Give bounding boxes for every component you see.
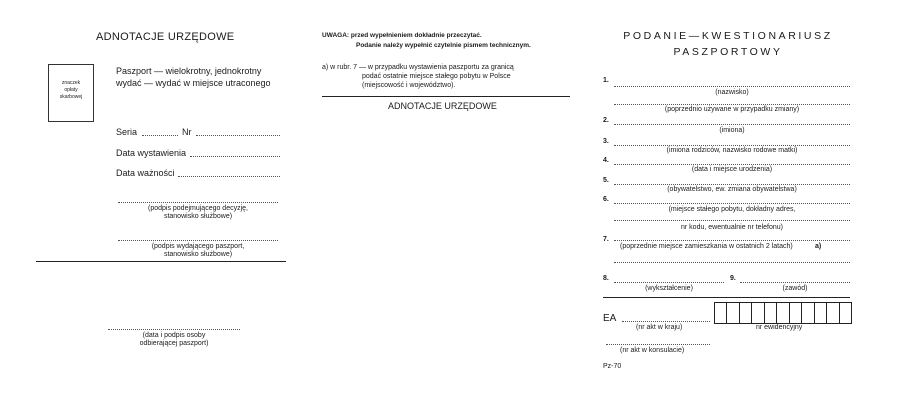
postal-code-caption: nr kodu, ewentualnie nr telefonu) bbox=[681, 224, 783, 231]
passport-type-line: Paszport — wielokrotny, jednokrotny bbox=[116, 66, 262, 76]
registration-number-boxes[interactable] bbox=[714, 302, 852, 324]
birth-field[interactable] bbox=[614, 164, 850, 165]
profession-field[interactable] bbox=[740, 282, 850, 283]
field-number-7: 7. bbox=[603, 236, 609, 243]
number-label: Nr bbox=[182, 127, 192, 137]
issuer-signature-field[interactable] bbox=[118, 240, 278, 241]
series-field[interactable] bbox=[142, 135, 178, 136]
issue-date-label: Data wystawienia bbox=[116, 148, 187, 158]
field-number-2: 2. bbox=[603, 117, 609, 124]
field-number-6: 6. bbox=[603, 196, 609, 203]
expiry-date-field[interactable] bbox=[178, 176, 280, 177]
address-caption: (miejsce stałego pobytu, dokładny adres, bbox=[668, 206, 796, 213]
field-number-5: 5. bbox=[603, 177, 609, 184]
postal-code-field[interactable] bbox=[614, 220, 850, 221]
consulate-file-number-field[interactable] bbox=[606, 344, 710, 345]
field-number-4: 4. bbox=[603, 157, 609, 164]
warning-line-1: UWAGA: przed wypełnieniem dokładnie przeczytać. bbox=[322, 32, 482, 39]
domestic-file-number-caption: (nr akt w kraju) bbox=[636, 324, 683, 331]
decision-signature-field[interactable] bbox=[118, 202, 278, 203]
middle-title: ADNOTACJE URZĘDOWE bbox=[388, 101, 497, 111]
parents-field[interactable] bbox=[614, 145, 850, 146]
issuer-signature-caption: (podpis wydającego paszport, stanowisko służbowe) bbox=[151, 243, 245, 258]
note-a: a) w rubr. 7 — w przypadku wystawienia paszportu za granicą podać ostatnie miejsce stałego pobytu w Polsce (miejscowość i województwo). bbox=[322, 64, 514, 89]
form-subtitle: PASZPORTOWY bbox=[673, 46, 783, 58]
left-divider bbox=[36, 261, 286, 262]
receiver-signature-field[interactable] bbox=[108, 329, 240, 330]
citizenship-field[interactable] bbox=[614, 184, 850, 185]
ea-label: EA bbox=[603, 313, 617, 324]
previous-surname-caption: (poprzednio używane w przypadku zmiany) bbox=[664, 106, 800, 113]
domestic-file-number-field[interactable] bbox=[622, 321, 710, 322]
education-caption: (wykształcenie) bbox=[645, 285, 693, 292]
expiry-date-label: Data ważności bbox=[116, 168, 175, 178]
issue-date-field[interactable] bbox=[190, 156, 280, 157]
consulate-file-number-caption: (nr akt w konsulacie) bbox=[620, 347, 685, 354]
form-code: Pz-70 bbox=[603, 363, 622, 370]
surname-field[interactable] bbox=[614, 86, 850, 87]
first-names-caption: (imiona) bbox=[719, 127, 745, 134]
series-label: Seria bbox=[116, 127, 138, 137]
field-number-9: 9. bbox=[730, 275, 736, 282]
previous-residence-note-ref: a) bbox=[815, 243, 822, 250]
citizenship-caption: (obywatelstwo, ew. zmiana obywatelstwa) bbox=[667, 186, 797, 193]
first-names-field[interactable] bbox=[614, 124, 850, 125]
middle-divider bbox=[322, 96, 570, 97]
profession-caption: (zawód) bbox=[782, 285, 808, 292]
address-field[interactable] bbox=[614, 203, 850, 204]
previous-residence-caption: (poprzednie miejsce zamieszkania w ostatnich 2 latach) bbox=[620, 243, 793, 250]
receiver-signature-caption: (data i podpis osoby odbierającej paszport) bbox=[139, 332, 209, 347]
surname-caption: (nazwisko) bbox=[715, 89, 749, 96]
field-number-1: 1. bbox=[603, 77, 609, 84]
decision-signature-caption: (podpis podejmującego decyzję, stanowisko służbowe) bbox=[147, 205, 248, 220]
parents-caption: (imiona rodziców, nazwisko rodowe matki) bbox=[666, 147, 798, 154]
number-field[interactable] bbox=[196, 135, 280, 136]
field-number-3: 3. bbox=[603, 138, 609, 145]
birth-caption: (data i miejsce urodzenia) bbox=[691, 166, 773, 173]
education-field[interactable] bbox=[614, 282, 724, 283]
previous-surname-field[interactable] bbox=[614, 104, 850, 105]
left-title: ADNOTACJE URZĘDOWE bbox=[96, 31, 235, 43]
form-title: PODANIE—KWESTIONARIUSZ bbox=[623, 30, 833, 42]
warning-line-2: Podanie należy wypełnić czytelnie pismem technicznym. bbox=[356, 42, 531, 49]
fee-stamp-box bbox=[48, 64, 94, 122]
fee-stamp-label: znaczek opłaty skarbowej bbox=[59, 80, 83, 100]
field-number-8: 8. bbox=[603, 275, 609, 282]
right-divider bbox=[603, 297, 850, 298]
previous-residence-field-2[interactable] bbox=[614, 262, 850, 263]
issue-type-line: wydać — wydać w miejsce utraconego bbox=[116, 78, 271, 88]
previous-residence-field[interactable] bbox=[614, 240, 850, 241]
registration-number-caption: nr ewidencyjny bbox=[756, 324, 803, 331]
